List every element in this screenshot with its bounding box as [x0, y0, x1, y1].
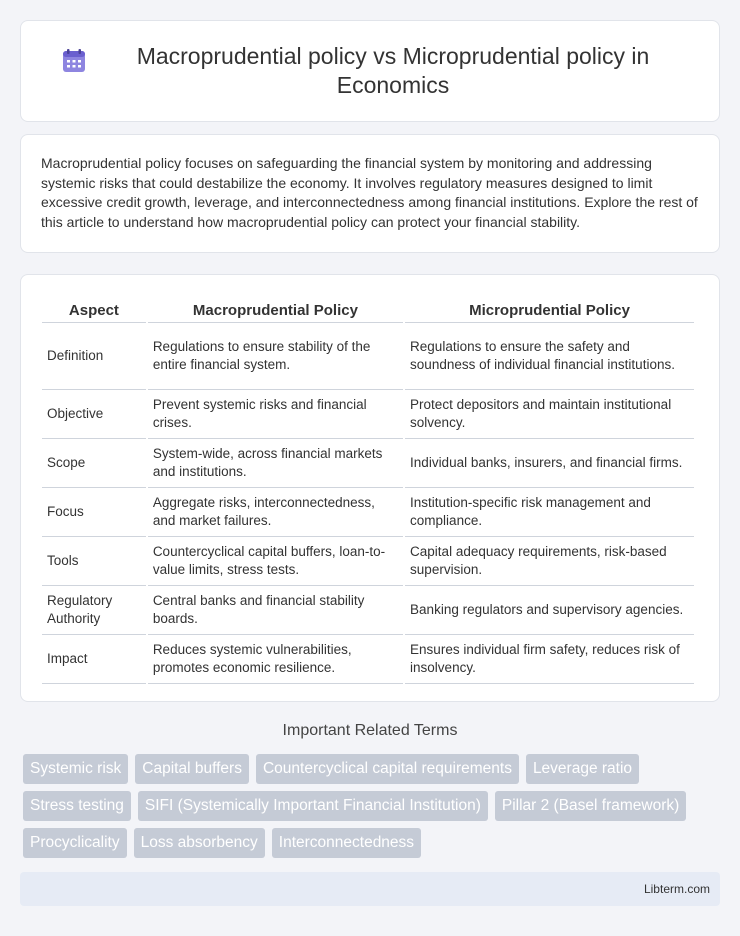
table-row [42, 488, 694, 537]
cell-macro: Aggregate risks, interconnectedness, and market failures. [148, 488, 403, 537]
cell-micro: Institution-specific risk management and compliance. [405, 488, 694, 537]
calendar-icon [61, 48, 87, 74]
related-terms-title: Important Related Terms [282, 722, 458, 739]
table-row [42, 439, 694, 488]
tag-leverage-ratio[interactable]: Leverage ratio [526, 754, 639, 784]
intro-paragraph: Macroprudential policy focuses on safeguarding the financial system by monitoring and addressing systemic risks that could destabilize the economy. It involves regulatory measures designed to limit excessive credit growth, leverage, and interconnectedness among financial institutions. Explore the rest of this article to understand how macroprudential policy can protect your financial stability. [41, 155, 698, 230]
tag-loss-absorbency[interactable]: Loss absorbency [134, 828, 265, 858]
table-row [42, 390, 694, 439]
footer-site-link[interactable]: Libterm.com [643, 882, 710, 896]
table-row [42, 323, 694, 390]
cell-micro: Capital adequacy requirements, risk-based supervision. [405, 537, 694, 586]
tag-countercyclical-capital-requirements[interactable]: Countercyclical capital requirements [256, 754, 519, 784]
tag-stress-testing[interactable]: Stress testing [23, 791, 131, 821]
intro-card [20, 134, 720, 253]
cell-macro: System-wide, across financial markets and institutions. [148, 439, 403, 488]
cell-aspect: Impact [42, 635, 146, 684]
page-title: Macroprudential policy vs Microprudential policy in Economics [136, 43, 650, 98]
tag-interconnectedness[interactable]: Interconnectedness [272, 828, 421, 858]
cell-macro: Prevent systemic risks and financial crises. [148, 390, 403, 439]
cell-aspect: Scope [42, 439, 146, 488]
cell-micro: Banking regulators and supervisory agencies. [405, 586, 694, 635]
cell-aspect: Objective [42, 390, 146, 439]
header-aspect: Aspect [42, 295, 146, 323]
table-row [42, 635, 694, 684]
tag-systemic-risk[interactable]: Systemic risk [23, 754, 128, 784]
cell-aspect: Focus [42, 488, 146, 537]
tag-capital-buffers[interactable]: Capital buffers [135, 754, 249, 784]
cell-macro: Central banks and financial stability boards. [148, 586, 403, 635]
tag-row [23, 754, 723, 784]
comparison-table [40, 295, 696, 684]
table-row [42, 586, 694, 635]
cell-micro: Ensures individual firm safety, reduces risk of insolvency. [405, 635, 694, 684]
related-terms-list [23, 754, 723, 865]
cell-aspect: Definition [42, 323, 146, 390]
table-header-row [42, 295, 694, 323]
cell-macro: Reduces systemic vulnerabilities, promotes economic resilience. [148, 635, 403, 684]
table-row [42, 537, 694, 586]
cell-aspect: Tools [42, 537, 146, 586]
cell-micro: Regulations to ensure the safety and soundness of individual financial institutions. [405, 323, 694, 390]
header-micro: Microprudential Policy [405, 295, 694, 323]
footer [20, 872, 720, 906]
cell-aspect: Regulatory Authority [42, 586, 146, 635]
cell-micro: Protect depositors and maintain institutional solvency. [405, 390, 694, 439]
tag-procyclicality[interactable]: Procyclicality [23, 828, 127, 858]
header-macro: Macroprudential Policy [148, 295, 403, 323]
comparison-table-card [20, 274, 720, 702]
tag-row [23, 791, 723, 821]
cell-macro: Regulations to ensure stability of the entire financial system. [148, 323, 403, 390]
title-card [20, 20, 720, 122]
cell-micro: Individual banks, insurers, and financial firms. [405, 439, 694, 488]
cell-macro: Countercyclical capital buffers, loan-to-value limits, stress tests. [148, 537, 403, 586]
tag-sifi[interactable]: SIFI (Systemically Important Financial Institution) [138, 791, 488, 821]
tag-pillar-2[interactable]: Pillar 2 (Basel framework) [495, 791, 686, 821]
tag-row [23, 828, 723, 858]
